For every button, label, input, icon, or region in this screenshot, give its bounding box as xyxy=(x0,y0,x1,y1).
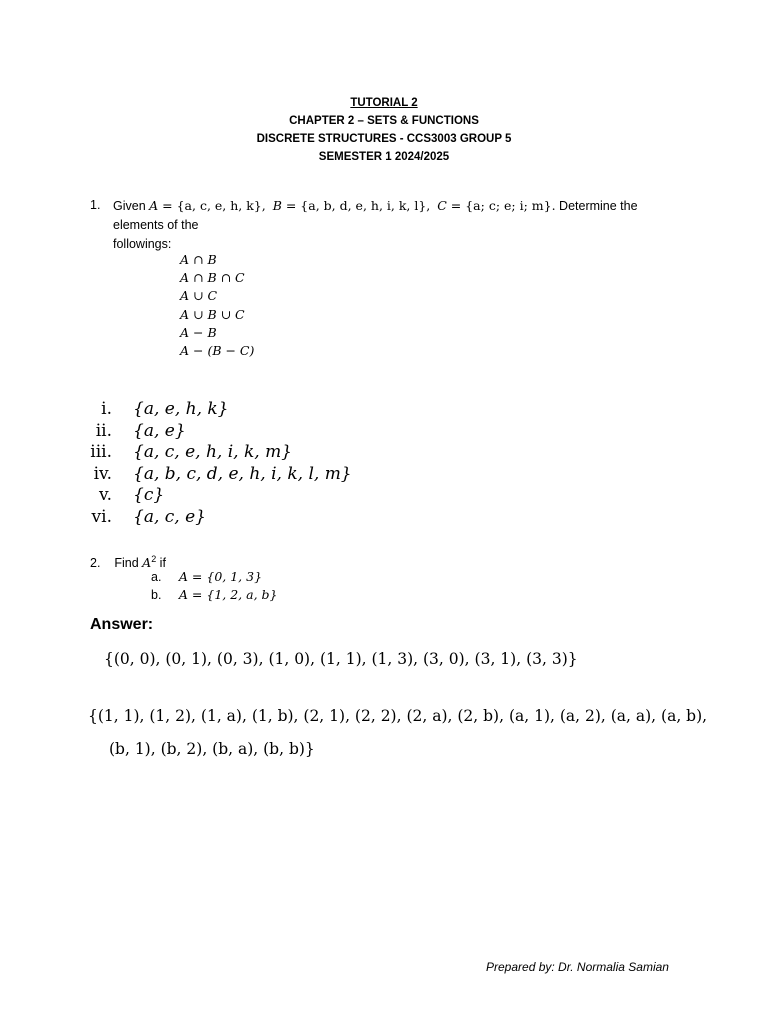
question-2b xyxy=(151,586,277,604)
answer-label: i. xyxy=(101,399,112,419)
question-2 xyxy=(90,550,278,602)
set-b-symbol: B xyxy=(272,198,282,213)
set-expression: A ∪ C xyxy=(180,288,218,304)
set-a-symbol: A xyxy=(149,198,159,213)
set-expression: A − (B − C) xyxy=(180,343,255,359)
answer-label: iii. xyxy=(90,442,112,462)
answer-value: {c} xyxy=(133,485,165,505)
tutorial-title: TUTORIAL 2 xyxy=(350,97,418,109)
set-expression: A ∩ B ∩ C xyxy=(180,270,245,286)
prepared-by: Prepared by: Dr. Normalia Samian xyxy=(486,960,669,974)
document-header xyxy=(0,94,768,166)
question-2-text: Find xyxy=(114,556,139,571)
result-b-line2: (b, 1), (b, 2), (b, a), (b, b)} xyxy=(109,740,315,758)
answer-value: {a, b, c, d, e, h, i, k, l, m} xyxy=(133,463,352,484)
answer-value: {a, e, h, k} xyxy=(133,399,229,419)
answer-label: iv. xyxy=(93,463,112,484)
question-1-number: 1. xyxy=(90,198,101,212)
set-a-symbol: A xyxy=(142,555,152,571)
question-1-text xyxy=(113,196,690,254)
set-c-definition: = {a; c; e; i; m}. xyxy=(446,198,556,213)
question-1-tail: Determine the elements of the xyxy=(113,199,638,232)
question-2-tail: if xyxy=(156,556,166,571)
answer-value: {a, e} xyxy=(133,420,186,441)
result-b-line1: {(1, 1), (1, 2), (1, a), (1, b), (2, 1), (2, 2), (2, a), (2, b), (a, 1), (a, 2), (a, a), (a, b), xyxy=(88,707,708,725)
answer-value: {a, c, e, h, i, k, m} xyxy=(133,442,293,462)
set-c-symbol: C xyxy=(437,198,447,213)
sub-expression: A = {1, 2, a, b} xyxy=(178,587,278,602)
given-word: Given xyxy=(113,199,146,213)
question-1-line2: followings: xyxy=(113,237,172,251)
set-expression: A ∪ B ∪ C xyxy=(180,306,245,322)
answer-value: {a, c, e} xyxy=(133,506,206,527)
question-2-number: 2. xyxy=(90,556,101,571)
answer-label: v. xyxy=(99,485,112,505)
course-title: DISCRETE STRUCTURES - CCS3003 GROUP 5 xyxy=(256,133,512,145)
answer-label: vi. xyxy=(91,506,112,527)
sub-label: b. xyxy=(151,588,162,602)
exponent: 2 xyxy=(151,554,157,564)
sub-expression: A = {0, 1, 3} xyxy=(178,569,263,584)
chapter-title: CHAPTER 2 – SETS & FUNCTIONS xyxy=(289,115,479,127)
sub-label: a. xyxy=(151,570,162,584)
set-b-definition: = {a, b, d, e, h, i, k, l}, xyxy=(281,198,431,213)
question-2a xyxy=(151,568,262,586)
set-a-definition: = {a, c, e, h, k}, xyxy=(158,198,266,213)
result-a: {(0, 0), (0, 1), (0, 3), (1, 0), (1, 1), (1, 3), (3, 0), (3, 1), (3, 3)} xyxy=(104,650,578,668)
answer-heading: Answer: xyxy=(90,616,154,633)
question-1 xyxy=(90,196,690,254)
set-expression: A − B xyxy=(180,324,217,340)
set-expressions-list xyxy=(180,251,254,360)
answer-label: ii. xyxy=(95,420,112,441)
set-expression: A ∩ B xyxy=(180,252,217,267)
semester-title: SEMESTER 1 2024/2025 xyxy=(318,151,450,163)
